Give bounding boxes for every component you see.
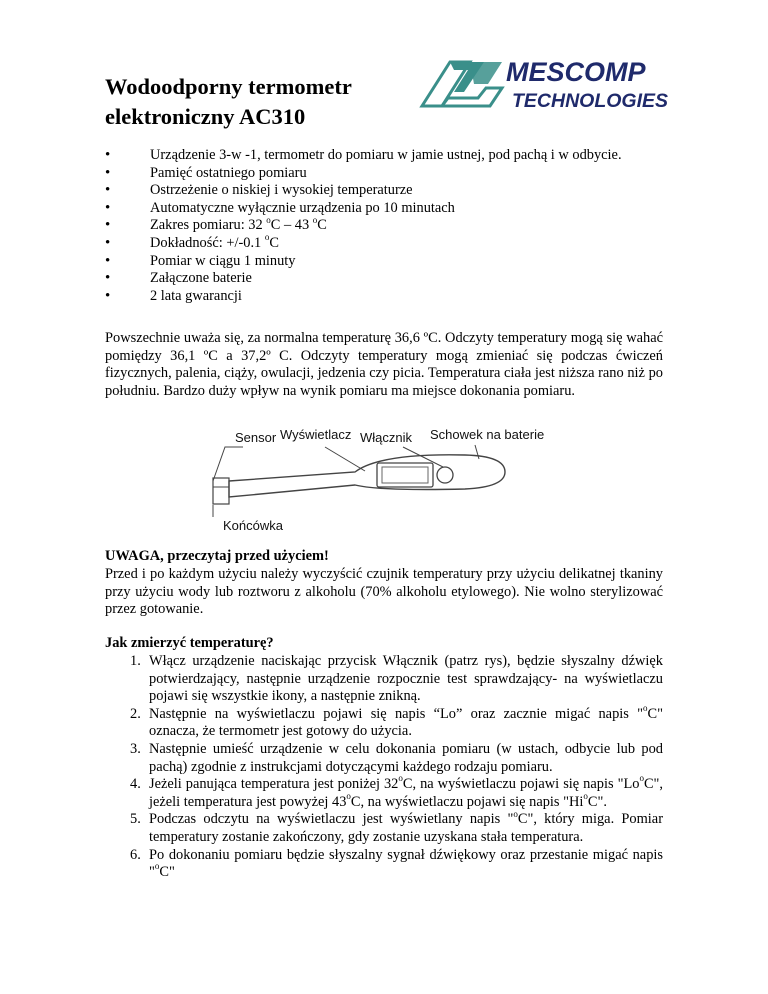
- accuracy-prefix: Dokładność: +/-0.1: [150, 234, 265, 251]
- step-text: C" oznacza, że termometr jest gotowy do użycia.: [149, 705, 663, 740]
- label-switch: Włącznik: [360, 430, 413, 445]
- logo-text-line1: MESCOMP: [506, 57, 646, 87]
- step-number: 1.: [130, 653, 141, 669]
- degree-sign: o: [398, 773, 403, 784]
- step-item: [105, 741, 663, 776]
- feature-item: • Ostrzeżenie o niskiej i wysokiej temperaturze: [105, 182, 705, 200]
- degree-sign: o: [346, 790, 351, 801]
- feature-item: • Urządzenie 3-w -1, termometr do pomiaru w jamie ustnej, pod pachą i w odbycie.: [105, 147, 705, 165]
- degree-sign: o: [266, 214, 271, 225]
- step-item: [105, 847, 663, 882]
- degree-sign: o: [154, 861, 160, 872]
- degree-sign: o: [513, 808, 518, 819]
- feature-item-range: [105, 214, 705, 235]
- step-number: 4.: [130, 776, 141, 793]
- page-title: [105, 72, 405, 132]
- step-text: C", jeżeli temperatura jest powyżej 43: [149, 776, 664, 810]
- step-item: [105, 653, 663, 706]
- title-line-1: Wodoodporny termometr: [105, 74, 352, 99]
- degree-sign: o: [639, 773, 644, 784]
- degree-sign: o: [583, 790, 588, 801]
- step-number: 3.: [130, 740, 141, 757]
- label-battery-compartment: Schowek na baterie: [430, 427, 545, 442]
- feature-item-accuracy: [105, 232, 705, 253]
- degree-sign: o: [264, 232, 270, 243]
- step-number: 5.: [130, 811, 141, 828]
- step-text: C".: [587, 793, 607, 810]
- range-prefix: Zakres pomiaru: 32: [150, 217, 267, 234]
- feature-item: • Załączone baterie: [105, 270, 705, 288]
- step-text: C, na wyświetlaczu pojawi się napis "Hi: [350, 793, 584, 810]
- howto-heading: Jak zmierzyć temperaturę?: [105, 635, 274, 651]
- step-text: Po dokonaniu pomiaru będzie słyszalny sygnał dźwiękowy oraz przestanie migać napis ": [149, 846, 663, 881]
- title-line-2: elektroniczny AC310: [105, 104, 306, 129]
- step-text: C", który miga. Pomiar temperatury zostanie zakończony, gdy zostanie uzyskana stała temperatura.: [149, 811, 663, 845]
- thermometer-diagram: [205, 425, 555, 545]
- step-number: 6.: [130, 846, 141, 863]
- company-logo: [414, 50, 674, 112]
- step-text: C, na wyświetlaczu pojawi się napis "Lo: [402, 776, 640, 793]
- range-suffix: C: [317, 217, 327, 234]
- feature-list: [105, 147, 705, 305]
- step-text: Podczas odczytu na wyświetlaczu jest wyświetlany napis ": [149, 811, 514, 828]
- step-text: Następnie umieść urządzenie w celu dokonania pomiaru (w ustach, odbycie lub pod pachą) zgodnie z instrukcjami dotyczącymi każdego rodzaju pomiaru.: [149, 740, 663, 775]
- intro-paragraph: Powszechnie uważa się, za normalna temperaturę 36,6 ºC. Odczyty temperatury mogą się wahać pomiędzy 36,1 ºC a 37,2º C. Odczyty temperatury mogą zmieniać się podczas ćwiczeń fizycznych, palenia, ciąży, owulacji, jedzenia czy picia. Temperatura ciała jest niższa rano niż po południu. Bardzo duży wpływ na wynik pomiaru ma miejsce dokonania pomiaru.: [105, 330, 663, 399]
- step-text: Następnie na wyświetlaczu pojawi się napis “Lo” oraz zacznie migać napis ": [149, 705, 644, 722]
- warning-paragraph: Przed i po każdym użyciu należy wyczyścić czujnik temperatury przy użyciu delikatnej tkaniny przy użyciu wody lub roztworu z alkoholu (70% alkoholu etylowego). Nie wolno sterylizować przez gotowanie.: [105, 566, 663, 618]
- step-text: Jeżeli panująca temperatura jest poniżej 32: [149, 776, 399, 793]
- label-sensor: Sensor: [235, 430, 277, 445]
- range-mid: C – 43: [270, 217, 313, 234]
- feature-item: • Automatyczne wyłącznie urządzenia po 10 minutach: [105, 200, 705, 218]
- step-item: [105, 773, 664, 811]
- feature-item: • 2 lata gwarancji: [105, 288, 705, 306]
- step-item: [105, 808, 663, 846]
- label-tip: Końcówka: [223, 518, 283, 533]
- steps-list: [105, 653, 663, 882]
- accuracy-suffix: C: [269, 234, 279, 251]
- step-text: C": [159, 864, 175, 881]
- label-display: Wyświetlacz: [280, 427, 352, 442]
- warning-heading: UWAGA, przeczytaj przed użyciem!: [105, 548, 329, 564]
- logo-text-line2: TECHNOLOGIES: [512, 90, 669, 112]
- feature-item: • Pamięć ostatniego pomiaru: [105, 165, 705, 183]
- degree-sign: o: [312, 214, 318, 225]
- step-number: 2.: [130, 705, 141, 722]
- feature-item: • Pomiar w ciągu 1 minuty: [105, 253, 705, 271]
- step-text: Włącz urządzenie naciskając przycisk Włącznik (patrz rys), będzie słyszalny dźwięk potwierdzający, następnie urządzenie rozpocznie test sprawdzający- na wyświetlaczu pojawi się wszystkie ikony, a następnie znikną.: [149, 653, 663, 705]
- degree-sign: o: [643, 702, 648, 713]
- step-item: [105, 702, 663, 741]
